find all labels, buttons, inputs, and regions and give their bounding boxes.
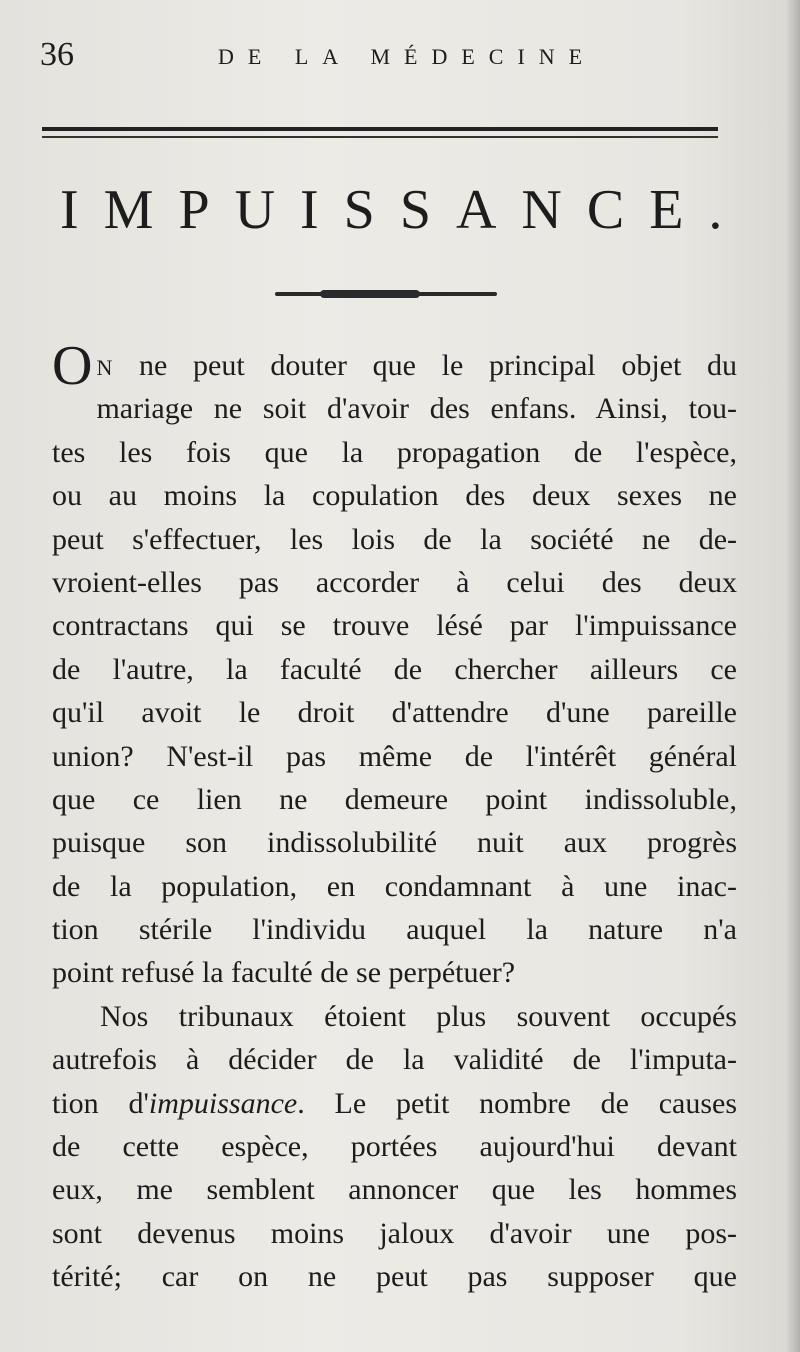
text-line: de l'autre, la faculté de chercher ailleurs ce [52, 652, 737, 686]
text-line: union? N'est-il pas même de l'intérêt général [52, 739, 737, 773]
text-line: peut s'effectuer, les lois de la société ne de- [52, 522, 737, 556]
line-text: tion d' [52, 1086, 149, 1120]
text-line: de cette espèce, portées aujourd'hui devant [52, 1130, 737, 1164]
text-line: térité; car on ne peut pas supposer que [52, 1260, 737, 1294]
header-rule-thin [42, 136, 718, 138]
text-line: vroient-elles pas accorder à celui des deux [52, 565, 737, 599]
running-title: DE LA MÉDECINE [218, 44, 597, 69]
text-line: tion stérile l'individu auquel la nature n'a [52, 913, 737, 947]
page-edge-shadow [786, 0, 800, 1352]
small-caps-lead: N [96, 355, 114, 380]
line-text: ne peut douter que le principal objet du [113, 349, 737, 382]
text-line: qu'il avoit le droit d'attendre d'une pareille [52, 696, 737, 730]
text-line: ou au moins la copulation des deux sexes ne [52, 479, 737, 513]
text-line: contractans qui se trouve lésé par l'impuissance [52, 609, 737, 643]
text-line: autrefois à décider de la validité de l'imputa- [52, 1043, 737, 1077]
section-heading: IMPUISSANCE. [60, 179, 748, 241]
ornamental-rule-center [320, 290, 420, 298]
text-line [52, 1082, 737, 1125]
text-line: que ce lien ne demeure point indissoluble, [52, 782, 737, 816]
text-line: sont devenus moins jaloux d'avoir une pos- [52, 1216, 737, 1250]
drop-cap: O [52, 335, 93, 397]
header-rule-thick [42, 127, 718, 131]
text-line: de la population, en condamnant à une inac- [52, 869, 737, 903]
text-line: eux, me semblent annoncer que les hommes [52, 1173, 737, 1207]
line-text: . Le petit nombre de causes [297, 1086, 737, 1120]
page-number: 36 [40, 36, 74, 73]
text-line: Nos tribunaux étoient plus souvent occupés [100, 999, 737, 1033]
body-text [52, 335, 737, 1299]
text-line: mariage ne soit d'avoir des enfans. Ainsi, tou- [96, 392, 737, 426]
text-line [52, 335, 737, 397]
text-line: point refusé la faculté de se perpétuer? [52, 956, 516, 990]
italic-term: impuissance [148, 1086, 298, 1120]
paragraph-1 [52, 335, 737, 995]
paragraph-2 [52, 995, 737, 1299]
text-line: tes les fois que la propagation de l'espèce, [52, 435, 737, 469]
text-line: puisque son indissolubilité nuit aux progrès [52, 826, 737, 860]
